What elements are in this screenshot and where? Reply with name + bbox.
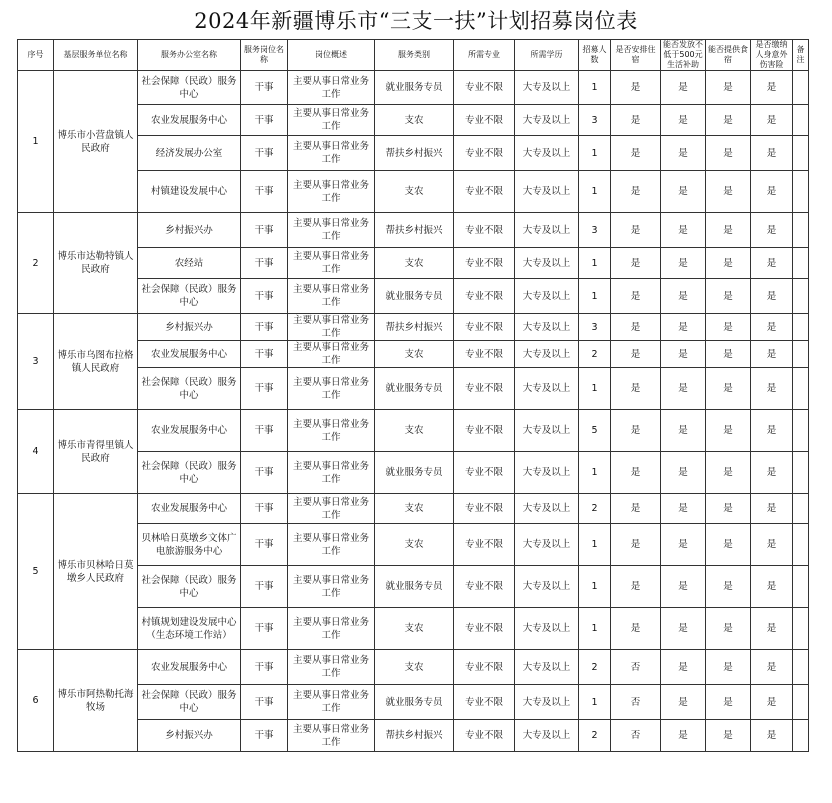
remark-cell — [793, 213, 809, 248]
meals-cell: 是 — [706, 720, 751, 752]
office-cell: 农业发展服务中心 — [138, 650, 241, 685]
category-cell: 就业服务专员 — [375, 452, 454, 494]
meals-cell: 是 — [706, 452, 751, 494]
edu-cell: 大专及以上 — [515, 368, 579, 410]
quarters-cell: 是 — [611, 213, 661, 248]
count-cell: 2 — [579, 650, 611, 685]
table-row — [18, 314, 809, 341]
desc-cell: 主要从事日常业务工作 — [288, 248, 375, 279]
major-cell: 专业不限 — [454, 685, 515, 720]
remark-cell — [793, 566, 809, 608]
seq-cell: 3 — [18, 314, 54, 410]
post-cell: 干事 — [241, 524, 288, 566]
edu-cell: 大专及以上 — [515, 71, 579, 105]
remark-cell — [793, 105, 809, 136]
remark-cell — [793, 650, 809, 685]
post-cell: 干事 — [241, 452, 288, 494]
insurance-cell: 是 — [751, 720, 793, 752]
meals-cell: 是 — [706, 608, 751, 650]
header-office: 服务办公室名称 — [138, 40, 241, 71]
subsidy-cell: 是 — [661, 650, 706, 685]
count-cell: 1 — [579, 136, 611, 171]
edu-cell: 大专及以上 — [515, 279, 579, 314]
remark-cell — [793, 410, 809, 452]
category-cell: 就业服务专员 — [375, 279, 454, 314]
header-remark: 备注 — [793, 40, 809, 71]
meals-cell: 是 — [706, 171, 751, 213]
insurance-cell: 是 — [751, 105, 793, 136]
category-cell: 支农 — [375, 410, 454, 452]
office-cell: 乡村振兴办 — [138, 213, 241, 248]
subsidy-cell: 是 — [661, 368, 706, 410]
subsidy-cell: 是 — [661, 314, 706, 341]
desc-cell: 主要从事日常业务工作 — [288, 685, 375, 720]
remark-cell — [793, 685, 809, 720]
category-cell: 帮扶乡村振兴 — [375, 136, 454, 171]
post-cell: 干事 — [241, 410, 288, 452]
subsidy-cell: 是 — [661, 608, 706, 650]
meals-cell: 是 — [706, 410, 751, 452]
edu-cell: 大专及以上 — [515, 410, 579, 452]
quarters-cell: 是 — [611, 524, 661, 566]
major-cell: 专业不限 — [454, 136, 515, 171]
subsidy-cell: 是 — [661, 524, 706, 566]
major-cell: 专业不限 — [454, 566, 515, 608]
remark-cell — [793, 71, 809, 105]
quarters-cell: 是 — [611, 410, 661, 452]
quarters-cell: 是 — [611, 279, 661, 314]
insurance-cell: 是 — [751, 685, 793, 720]
category-cell: 帮扶乡村振兴 — [375, 314, 454, 341]
remark-cell — [793, 248, 809, 279]
unit-cell: 博乐市贝林哈日莫墩乡人民政府 — [54, 494, 138, 650]
header-major: 所需专业 — [454, 40, 515, 71]
office-cell: 经济发展办公室 — [138, 136, 241, 171]
quarters-cell: 是 — [611, 136, 661, 171]
post-cell: 干事 — [241, 105, 288, 136]
edu-cell: 大专及以上 — [515, 650, 579, 685]
office-cell: 乡村振兴办 — [138, 720, 241, 752]
edu-cell: 大专及以上 — [515, 136, 579, 171]
seq-cell: 4 — [18, 410, 54, 494]
edu-cell: 大专及以上 — [515, 171, 579, 213]
insurance-cell: 是 — [751, 314, 793, 341]
header-quarters: 是否安排住宿 — [611, 40, 661, 71]
insurance-cell: 是 — [751, 650, 793, 685]
office-cell: 乡村振兴办 — [138, 314, 241, 341]
major-cell: 专业不限 — [454, 410, 515, 452]
remark-cell — [793, 279, 809, 314]
header-desc: 岗位概述 — [288, 40, 375, 71]
insurance-cell: 是 — [751, 608, 793, 650]
major-cell: 专业不限 — [454, 171, 515, 213]
count-cell: 1 — [579, 368, 611, 410]
major-cell: 专业不限 — [454, 105, 515, 136]
seq-cell: 5 — [18, 494, 54, 650]
header-insurance: 是否缴纳人身意外伤害险 — [751, 40, 793, 71]
recruitment-table — [17, 39, 809, 752]
remark-cell — [793, 720, 809, 752]
office-cell: 社会保障（民政）服务中心 — [138, 685, 241, 720]
post-cell: 干事 — [241, 314, 288, 341]
meals-cell: 是 — [706, 341, 751, 368]
major-cell: 专业不限 — [454, 720, 515, 752]
remark-cell — [793, 171, 809, 213]
post-cell: 干事 — [241, 608, 288, 650]
quarters-cell: 是 — [611, 494, 661, 524]
edu-cell: 大专及以上 — [515, 608, 579, 650]
header-count: 招募人数 — [579, 40, 611, 71]
subsidy-cell: 是 — [661, 341, 706, 368]
major-cell: 专业不限 — [454, 368, 515, 410]
post-cell: 干事 — [241, 71, 288, 105]
post-cell: 干事 — [241, 248, 288, 279]
insurance-cell: 是 — [751, 71, 793, 105]
meals-cell: 是 — [706, 368, 751, 410]
edu-cell: 大专及以上 — [515, 105, 579, 136]
quarters-cell: 是 — [611, 71, 661, 105]
major-cell: 专业不限 — [454, 494, 515, 524]
quarters-cell: 是 — [611, 341, 661, 368]
major-cell: 专业不限 — [454, 248, 515, 279]
post-cell: 干事 — [241, 171, 288, 213]
post-cell: 干事 — [241, 720, 288, 752]
edu-cell: 大专及以上 — [515, 314, 579, 341]
quarters-cell: 是 — [611, 368, 661, 410]
insurance-cell: 是 — [751, 248, 793, 279]
subsidy-cell: 是 — [661, 452, 706, 494]
desc-cell: 主要从事日常业务工作 — [288, 314, 375, 341]
count-cell: 2 — [579, 720, 611, 752]
header-unit: 基层服务单位名称 — [54, 40, 138, 71]
count-cell: 1 — [579, 685, 611, 720]
category-cell: 支农 — [375, 105, 454, 136]
subsidy-cell: 是 — [661, 494, 706, 524]
quarters-cell: 是 — [611, 608, 661, 650]
office-cell: 农业发展服务中心 — [138, 410, 241, 452]
category-cell: 就业服务专员 — [375, 71, 454, 105]
count-cell: 1 — [579, 248, 611, 279]
post-cell: 干事 — [241, 494, 288, 524]
remark-cell — [793, 136, 809, 171]
desc-cell: 主要从事日常业务工作 — [288, 136, 375, 171]
remark-cell — [793, 608, 809, 650]
header-meals: 能否提供食宿 — [706, 40, 751, 71]
quarters-cell: 是 — [611, 314, 661, 341]
count-cell: 1 — [579, 171, 611, 213]
desc-cell: 主要从事日常业务工作 — [288, 524, 375, 566]
remark-cell — [793, 368, 809, 410]
desc-cell: 主要从事日常业务工作 — [288, 720, 375, 752]
category-cell: 支农 — [375, 171, 454, 213]
subsidy-cell: 是 — [661, 279, 706, 314]
seq-cell: 1 — [18, 71, 54, 213]
desc-cell: 主要从事日常业务工作 — [288, 171, 375, 213]
table-row — [18, 410, 809, 452]
office-cell: 社会保障（民政）服务中心 — [138, 566, 241, 608]
unit-cell: 博乐市小营盘镇人民政府 — [54, 71, 138, 213]
count-cell: 1 — [579, 279, 611, 314]
major-cell: 专业不限 — [454, 279, 515, 314]
unit-cell: 博乐市青得里镇人民政府 — [54, 410, 138, 494]
meals-cell: 是 — [706, 566, 751, 608]
insurance-cell: 是 — [751, 566, 793, 608]
quarters-cell: 是 — [611, 566, 661, 608]
header-row — [18, 40, 809, 71]
count-cell: 1 — [579, 452, 611, 494]
desc-cell: 主要从事日常业务工作 — [288, 410, 375, 452]
meals-cell: 是 — [706, 524, 751, 566]
office-cell: 农业发展服务中心 — [138, 341, 241, 368]
office-cell: 社会保障（民政）服务中心 — [138, 71, 241, 105]
page-title: 2024年新疆博乐市“三支一扶”计划招募岗位表 — [194, 9, 638, 33]
remark-cell — [793, 314, 809, 341]
subsidy-cell: 是 — [661, 136, 706, 171]
quarters-cell: 是 — [611, 248, 661, 279]
post-cell: 干事 — [241, 279, 288, 314]
unit-cell: 博乐市达勒特镇人民政府 — [54, 213, 138, 314]
major-cell: 专业不限 — [454, 341, 515, 368]
meals-cell: 是 — [706, 248, 751, 279]
edu-cell: 大专及以上 — [515, 685, 579, 720]
desc-cell: 主要从事日常业务工作 — [288, 566, 375, 608]
remark-cell — [793, 524, 809, 566]
table-row — [18, 494, 809, 524]
subsidy-cell: 是 — [661, 566, 706, 608]
category-cell: 支农 — [375, 248, 454, 279]
count-cell: 3 — [579, 105, 611, 136]
office-cell: 村镇建设发展中心 — [138, 171, 241, 213]
edu-cell: 大专及以上 — [515, 494, 579, 524]
category-cell: 支农 — [375, 341, 454, 368]
post-cell: 干事 — [241, 368, 288, 410]
meals-cell: 是 — [706, 314, 751, 341]
subsidy-cell: 是 — [661, 685, 706, 720]
unit-cell: 博乐市乌图布拉格镇人民政府 — [54, 314, 138, 410]
desc-cell: 主要从事日常业务工作 — [288, 494, 375, 524]
count-cell: 3 — [579, 213, 611, 248]
desc-cell: 主要从事日常业务工作 — [288, 105, 375, 136]
desc-cell: 主要从事日常业务工作 — [288, 279, 375, 314]
insurance-cell: 是 — [751, 136, 793, 171]
insurance-cell: 是 — [751, 341, 793, 368]
office-cell: 村镇规划建设发展中心（生态环境工作站） — [138, 608, 241, 650]
header-seq: 序号 — [18, 40, 54, 71]
unit-cell: 博乐市阿热勒托海牧场 — [54, 650, 138, 752]
insurance-cell: 是 — [751, 452, 793, 494]
office-cell: 社会保障（民政）服务中心 — [138, 279, 241, 314]
insurance-cell: 是 — [751, 494, 793, 524]
category-cell: 帮扶乡村振兴 — [375, 213, 454, 248]
remark-cell — [793, 341, 809, 368]
subsidy-cell: 是 — [661, 213, 706, 248]
meals-cell: 是 — [706, 71, 751, 105]
remark-cell — [793, 452, 809, 494]
edu-cell: 大专及以上 — [515, 452, 579, 494]
edu-cell: 大专及以上 — [515, 341, 579, 368]
header-post-name: 服务岗位名称 — [241, 40, 288, 71]
header-subsidy: 能否发放不低于500元生活补助 — [661, 40, 706, 71]
edu-cell: 大专及以上 — [515, 566, 579, 608]
office-cell: 社会保障（民政）服务中心 — [138, 368, 241, 410]
desc-cell: 主要从事日常业务工作 — [288, 71, 375, 105]
table-row — [18, 213, 809, 248]
seq-cell: 6 — [18, 650, 54, 752]
quarters-cell: 是 — [611, 171, 661, 213]
office-cell: 农业发展服务中心 — [138, 494, 241, 524]
count-cell: 1 — [579, 608, 611, 650]
category-cell: 支农 — [375, 608, 454, 650]
office-cell: 贝林哈日莫墩乡文体广电旅游服务中心 — [138, 524, 241, 566]
desc-cell: 主要从事日常业务工作 — [288, 368, 375, 410]
seq-cell: 2 — [18, 213, 54, 314]
meals-cell: 是 — [706, 279, 751, 314]
edu-cell: 大专及以上 — [515, 524, 579, 566]
category-cell: 支农 — [375, 650, 454, 685]
category-cell: 支农 — [375, 494, 454, 524]
subsidy-cell: 是 — [661, 720, 706, 752]
meals-cell: 是 — [706, 136, 751, 171]
post-cell: 干事 — [241, 136, 288, 171]
office-cell: 农业发展服务中心 — [138, 105, 241, 136]
insurance-cell: 是 — [751, 171, 793, 213]
desc-cell: 主要从事日常业务工作 — [288, 650, 375, 685]
major-cell: 专业不限 — [454, 213, 515, 248]
meals-cell: 是 — [706, 685, 751, 720]
insurance-cell: 是 — [751, 524, 793, 566]
count-cell: 1 — [579, 566, 611, 608]
edu-cell: 大专及以上 — [515, 248, 579, 279]
subsidy-cell: 是 — [661, 105, 706, 136]
category-cell: 就业服务专员 — [375, 566, 454, 608]
meals-cell: 是 — [706, 105, 751, 136]
insurance-cell: 是 — [751, 213, 793, 248]
post-cell: 干事 — [241, 650, 288, 685]
quarters-cell: 否 — [611, 650, 661, 685]
quarters-cell: 否 — [611, 685, 661, 720]
header-category: 服务类别 — [375, 40, 454, 71]
major-cell: 专业不限 — [454, 452, 515, 494]
count-cell: 1 — [579, 71, 611, 105]
category-cell: 支农 — [375, 524, 454, 566]
meals-cell: 是 — [706, 213, 751, 248]
post-cell: 干事 — [241, 341, 288, 368]
count-cell: 2 — [579, 341, 611, 368]
category-cell: 就业服务专员 — [375, 685, 454, 720]
major-cell: 专业不限 — [454, 524, 515, 566]
subsidy-cell: 是 — [661, 171, 706, 213]
edu-cell: 大专及以上 — [515, 720, 579, 752]
subsidy-cell: 是 — [661, 248, 706, 279]
meals-cell: 是 — [706, 494, 751, 524]
major-cell: 专业不限 — [454, 71, 515, 105]
major-cell: 专业不限 — [454, 314, 515, 341]
table-row — [18, 71, 809, 105]
count-cell: 3 — [579, 314, 611, 341]
remark-cell — [793, 494, 809, 524]
subsidy-cell: 是 — [661, 71, 706, 105]
category-cell: 就业服务专员 — [375, 368, 454, 410]
subsidy-cell: 是 — [661, 410, 706, 452]
quarters-cell: 是 — [611, 452, 661, 494]
desc-cell: 主要从事日常业务工作 — [288, 452, 375, 494]
count-cell: 2 — [579, 494, 611, 524]
desc-cell: 主要从事日常业务工作 — [288, 608, 375, 650]
post-cell: 干事 — [241, 213, 288, 248]
count-cell: 1 — [579, 524, 611, 566]
post-cell: 干事 — [241, 566, 288, 608]
desc-cell: 主要从事日常业务工作 — [288, 213, 375, 248]
category-cell: 帮扶乡村振兴 — [375, 720, 454, 752]
count-cell: 5 — [579, 410, 611, 452]
major-cell: 专业不限 — [454, 650, 515, 685]
post-cell: 干事 — [241, 685, 288, 720]
major-cell: 专业不限 — [454, 608, 515, 650]
insurance-cell: 是 — [751, 279, 793, 314]
table-row — [18, 650, 809, 685]
quarters-cell: 否 — [611, 720, 661, 752]
meals-cell: 是 — [706, 650, 751, 685]
office-cell: 农经站 — [138, 248, 241, 279]
office-cell: 社会保障（民政）服务中心 — [138, 452, 241, 494]
header-edu: 所需学历 — [515, 40, 579, 71]
edu-cell: 大专及以上 — [515, 213, 579, 248]
insurance-cell: 是 — [751, 368, 793, 410]
quarters-cell: 是 — [611, 105, 661, 136]
insurance-cell: 是 — [751, 410, 793, 452]
desc-cell: 主要从事日常业务工作 — [288, 341, 375, 368]
